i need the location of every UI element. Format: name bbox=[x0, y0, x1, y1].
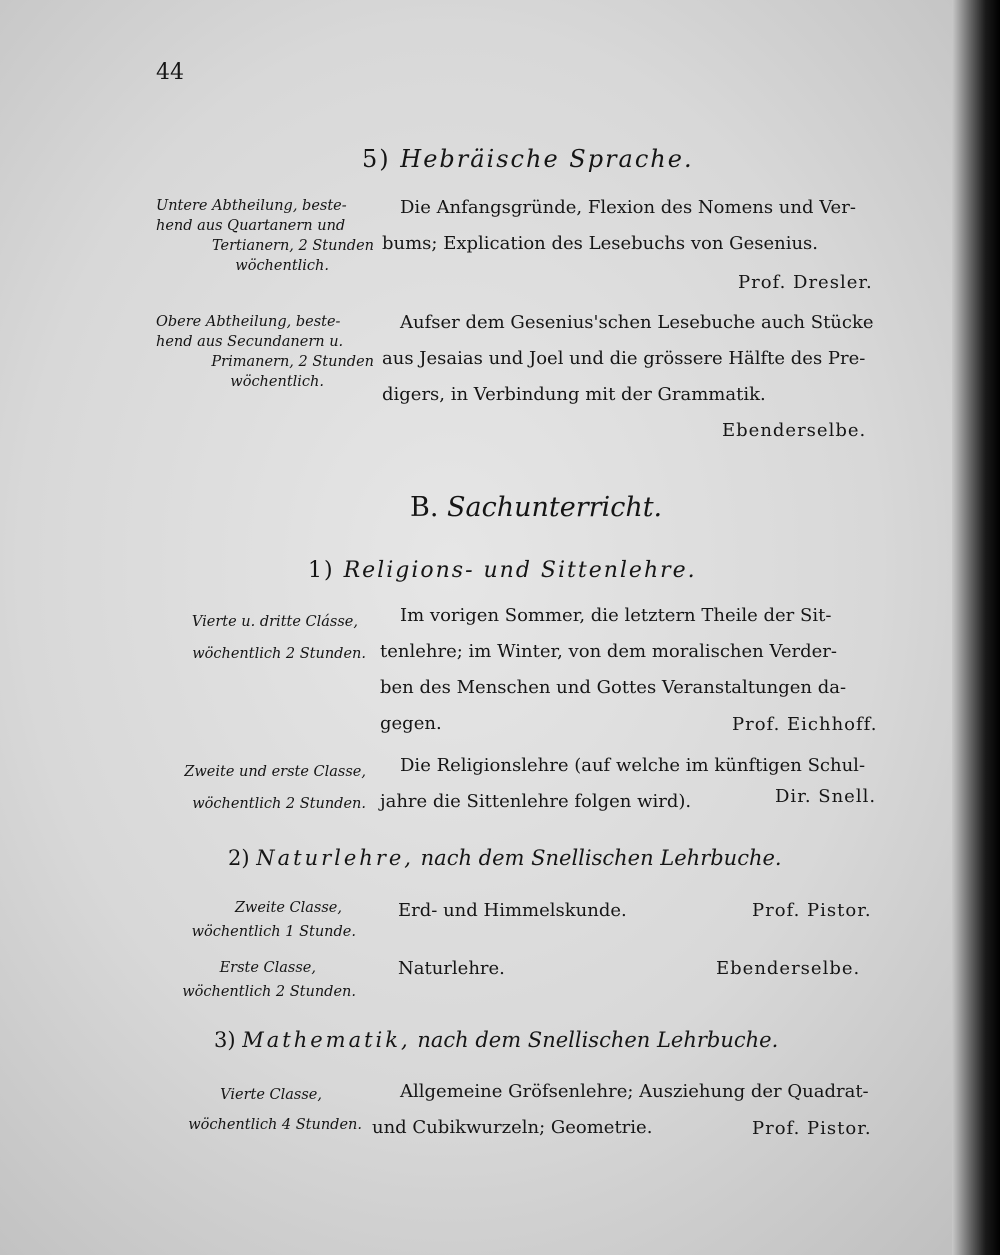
side-note-natur-1 bbox=[156, 896, 356, 944]
side-note-line: Tertianern, 2 Stunden bbox=[211, 238, 374, 254]
side-note-line: Untere Abtheilung, beste- bbox=[156, 198, 347, 214]
side-note-line: Primanern, 2 Stunden bbox=[211, 354, 374, 370]
section-number: 5) bbox=[362, 145, 391, 173]
section-title-spaced: Naturlehre, bbox=[256, 846, 414, 870]
side-note-religion-1 bbox=[156, 606, 366, 670]
book-binding-shadow bbox=[952, 0, 1000, 1255]
section-title: Sachunterricht. bbox=[447, 492, 663, 523]
section-title-rest: nach dem Snellischen Lehrbuche. bbox=[420, 846, 782, 870]
side-note-line: Vierte Classe, bbox=[220, 1087, 322, 1103]
side-note-line: wöchentlich. bbox=[235, 258, 329, 274]
text-line: und Cubikwurzeln; Geometrie. bbox=[372, 1117, 653, 1138]
side-note-line: Zweite Classe, bbox=[234, 900, 342, 916]
text-line: Die Anfangsgründe, Flexion des Nomens und Ver- bbox=[400, 197, 856, 218]
side-note-line: Vierte u. dritte Clásse, bbox=[191, 614, 358, 630]
section-heading-naturlehre bbox=[228, 846, 782, 870]
text-line: Im vorigen Sommer, die letztern Theile der Sit- bbox=[400, 605, 832, 626]
side-note-hebrew-upper bbox=[156, 312, 374, 392]
signature-ebenderselbe: Ebenderselbe. bbox=[722, 420, 867, 441]
section-heading-hebrew bbox=[362, 145, 694, 173]
page-number: 44 bbox=[156, 60, 184, 85]
side-note-math bbox=[156, 1080, 362, 1140]
side-note-line: hend aus Quartanern und bbox=[156, 218, 346, 234]
signature-snell: Dir. Snell. bbox=[775, 786, 877, 807]
text-line: Aufser dem Gesenius'schen Lesebuche auch Stücke bbox=[400, 312, 874, 333]
side-note-line: wöchentlich. bbox=[230, 374, 324, 390]
side-note-line: wöchentlich 2 Stunden. bbox=[192, 646, 366, 662]
section-title: Religions- und Sittenlehre. bbox=[343, 558, 697, 583]
side-note-line: wöchentlich 4 Stunden. bbox=[188, 1117, 362, 1133]
section-number: 3) bbox=[214, 1028, 236, 1052]
text-line: bums; Explication des Lesebuchs von Gesenius. bbox=[382, 233, 819, 254]
side-note-line: wöchentlich 1 Stunde. bbox=[191, 924, 356, 940]
paragraph-hebrew-upper bbox=[382, 305, 932, 413]
section-title: Hebräische Sprache. bbox=[400, 145, 694, 173]
side-note-line: Obere Abtheilung, beste- bbox=[156, 314, 341, 330]
section-number: 1) bbox=[308, 558, 335, 583]
text-line: gegen. bbox=[380, 713, 442, 734]
text-line: ben des Menschen und Gottes Veranstaltungen da- bbox=[380, 677, 847, 698]
text-line: digers, in Verbindung mit der Grammatik. bbox=[382, 384, 766, 405]
side-note-line: hend aus Secundanern u. bbox=[156, 334, 344, 350]
signature-pistor: Prof. Pistor. bbox=[752, 900, 872, 921]
section-heading-sachunterricht bbox=[410, 492, 662, 523]
section-heading-mathematik bbox=[214, 1028, 778, 1052]
side-note-religion-2 bbox=[156, 756, 366, 820]
side-note-line: Zweite und erste Classe, bbox=[184, 764, 366, 780]
paragraph-hebrew-lower bbox=[382, 190, 932, 262]
subject-erd-himmelskunde: Erd- und Himmelskunde. bbox=[398, 900, 627, 921]
text-line: Allgemeine Gröfsenlehre; Ausziehung der Quadrat- bbox=[400, 1081, 869, 1102]
side-note-line: wöchentlich 2 Stunden. bbox=[182, 984, 356, 1000]
text-line: Die Religionslehre (auf welche im künftigen Schul- bbox=[400, 755, 866, 776]
signature-dresler: Prof. Dresler. bbox=[738, 272, 873, 293]
subject-naturlehre: Naturlehre. bbox=[398, 958, 505, 979]
side-note-hebrew-lower bbox=[156, 196, 374, 276]
text-line: jahre die Sittenlehre folgen wird). bbox=[380, 791, 692, 812]
side-note-natur-2 bbox=[156, 956, 356, 1004]
signature-ebenderselbe-2: Ebenderselbe. bbox=[716, 958, 861, 979]
section-heading-religion bbox=[308, 558, 697, 583]
side-note-line: wöchentlich 2 Stunden. bbox=[192, 796, 366, 812]
text-line: tenlehre; im Winter, von dem moralischen Verder- bbox=[380, 641, 837, 662]
section-title-spaced: Mathematik, bbox=[242, 1028, 411, 1052]
paragraph-religion-2 bbox=[380, 748, 935, 820]
signature-pistor-2: Prof. Pistor. bbox=[752, 1118, 872, 1139]
signature-eichhoff: Prof. Eichhoff. bbox=[732, 714, 878, 735]
section-title-rest: nach dem Snellischen Lehrbuche. bbox=[417, 1028, 779, 1052]
text-line: aus Jesaias und Joel und die grössere Hälfte des Pre- bbox=[382, 348, 866, 369]
section-letter: B. bbox=[410, 492, 439, 523]
side-note-line: Erste Classe, bbox=[219, 960, 316, 976]
section-number: 2) bbox=[228, 846, 250, 870]
